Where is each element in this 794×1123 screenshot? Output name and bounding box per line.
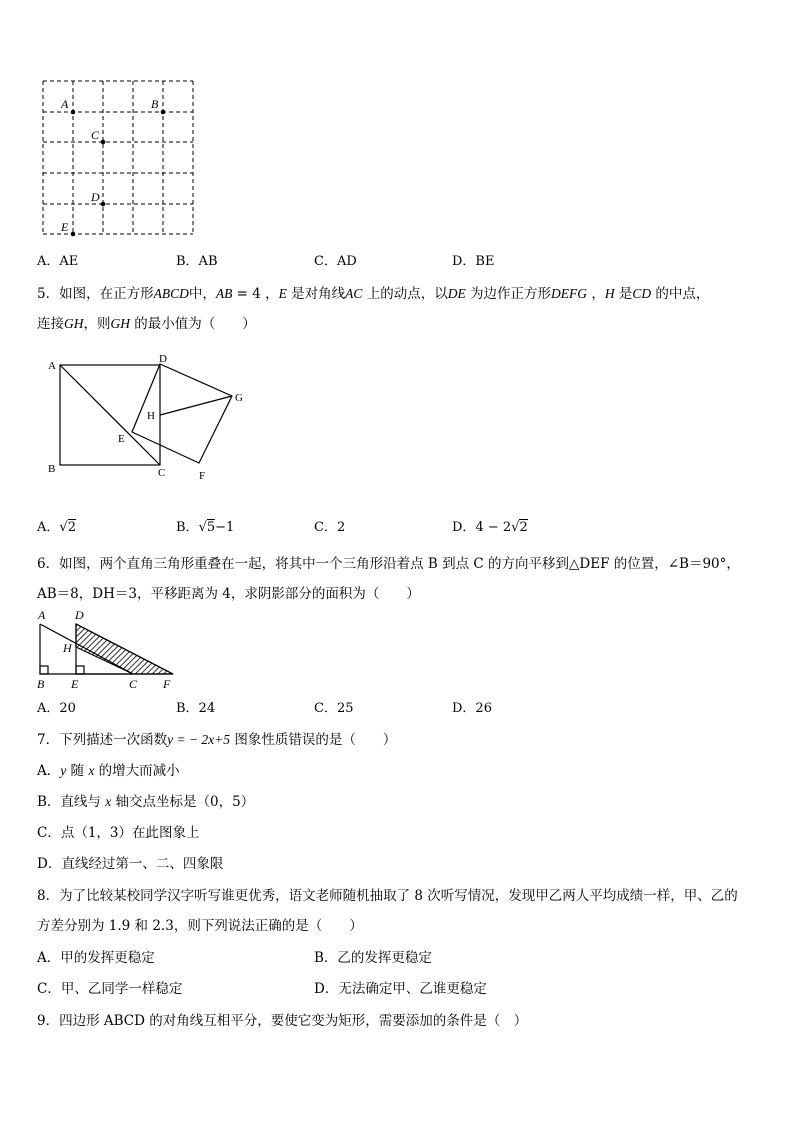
tri-label-a: A <box>38 608 46 622</box>
q7-option-d[interactable]: D．直线经过第一、二、四象限 <box>37 856 224 872</box>
q4-option-b[interactable]: B．AB <box>176 254 218 269</box>
segment-gh <box>160 396 232 415</box>
right-angle-e <box>76 666 84 674</box>
q8-option-d[interactable]: D．无法确定甲、乙谁更稳定 <box>314 981 487 997</box>
q9-stem: 9．四边形 ABCD 的对角线互相平分，要使它变为矩形，需要添加的条件是（ ） <box>37 1013 528 1029</box>
point-a-dot <box>71 110 76 115</box>
q6-option-c[interactable]: C．25 <box>314 701 354 716</box>
point-d-dot <box>101 202 106 207</box>
q8-option-a[interactable]: A．甲的发挥更稳定 <box>37 950 155 966</box>
q8-stem-line2: 方差分别为 1.9 和 2.3，则下列说法正确的是（ ） <box>37 918 363 934</box>
q8-option-c[interactable]: C．甲、乙同学一样稳定 <box>37 981 183 997</box>
q6-stem-line2: AB＝8，DH＝3，平移距离为 4，求阴影部分的面积为（ ） <box>37 586 420 602</box>
grid-label-b: B <box>151 97 159 111</box>
sq-label-f: F <box>199 470 206 482</box>
sq-label-d: D <box>159 353 167 365</box>
grid-label-a: A <box>61 97 69 111</box>
grid-label-e: E <box>61 220 69 234</box>
q4-option-a[interactable]: A．AE <box>37 254 79 269</box>
point-b-dot <box>161 110 166 115</box>
grid-label-d: D <box>91 190 100 204</box>
q8-stem-line1: 8．为了比较某校同学汉字听写谁更优秀，语文老师随机抽取了 8 次听写情况，发现甲乙两人平均成绩一样，甲、乙的 <box>37 888 738 904</box>
q4-option-c[interactable]: C．AD <box>314 254 357 269</box>
q6-stem-line1: 6．如图，两个直角三角形重叠在一起，将其中一个三角形沿着点 B 到点 C 的方向平移到△DEF 的位置，∠B＝90°， <box>37 556 740 572</box>
sqrt-icon: √ <box>198 520 207 535</box>
q6-triangle-figure <box>0 605 794 695</box>
grid-label-c: C <box>91 128 100 142</box>
sq-label-b: B <box>48 463 56 475</box>
point-e-dot <box>71 232 76 237</box>
q6-option-a[interactable]: A．20 <box>37 701 76 716</box>
q5-option-c[interactable]: C．2 <box>314 520 346 535</box>
q6-option-b[interactable]: B．24 <box>176 701 216 716</box>
sq-label-e: E <box>118 433 125 445</box>
tri-label-d: D <box>75 608 84 622</box>
q6-option-d[interactable]: D．26 <box>452 701 492 716</box>
q4-option-d[interactable]: D．BE <box>452 254 495 269</box>
point-c-dot <box>101 140 106 145</box>
sqrt-icon: √ <box>511 520 520 535</box>
q7-stem: 7．下列描述一次函数y = − 2x+5 图象性质错误的是（ ） <box>37 732 397 748</box>
q7-option-b[interactable]: B．直线与 x 轴交点坐标是（0，5） <box>37 794 255 810</box>
sq-label-g: G <box>235 392 243 404</box>
sq-label-a: A <box>48 360 56 372</box>
q5-square-figure <box>0 345 794 485</box>
q5-stem-line2: 连接GH，则GH 的最小值为（ ） <box>37 316 256 332</box>
q5-stem-line1: 5．如图，在正方形ABCD中，AB = 4 ，E 是对角线AC 上的动点，以DE 为边作正方形DEFG ，H 是CD 的中点， <box>37 286 710 302</box>
q7-option-c[interactable]: C．点（1，3）在此图象上 <box>37 825 200 841</box>
q8-option-b[interactable]: B．乙的发挥更稳定 <box>314 950 432 966</box>
q4-grid-figure <box>0 0 794 250</box>
q5-option-d[interactable]: D．4 − 2√2 <box>452 520 528 535</box>
tri-label-e: E <box>71 677 79 691</box>
diagonal-ac <box>60 365 160 465</box>
tri-label-f: F <box>163 677 171 691</box>
q5-option-b[interactable]: B．√5−1 <box>176 520 235 535</box>
right-angle-b <box>40 666 48 674</box>
sq-label-c: C <box>158 467 166 479</box>
q7-option-a[interactable]: A．y 随 x 的增大而减小 <box>37 763 180 779</box>
q5-option-a[interactable]: A．√2 <box>37 520 76 535</box>
tri-label-h: H <box>63 641 72 655</box>
tri-label-c: C <box>129 677 138 691</box>
sq-label-h: H <box>147 410 155 422</box>
tri-label-b: B <box>37 677 45 691</box>
sqrt-icon: √ <box>59 520 68 535</box>
